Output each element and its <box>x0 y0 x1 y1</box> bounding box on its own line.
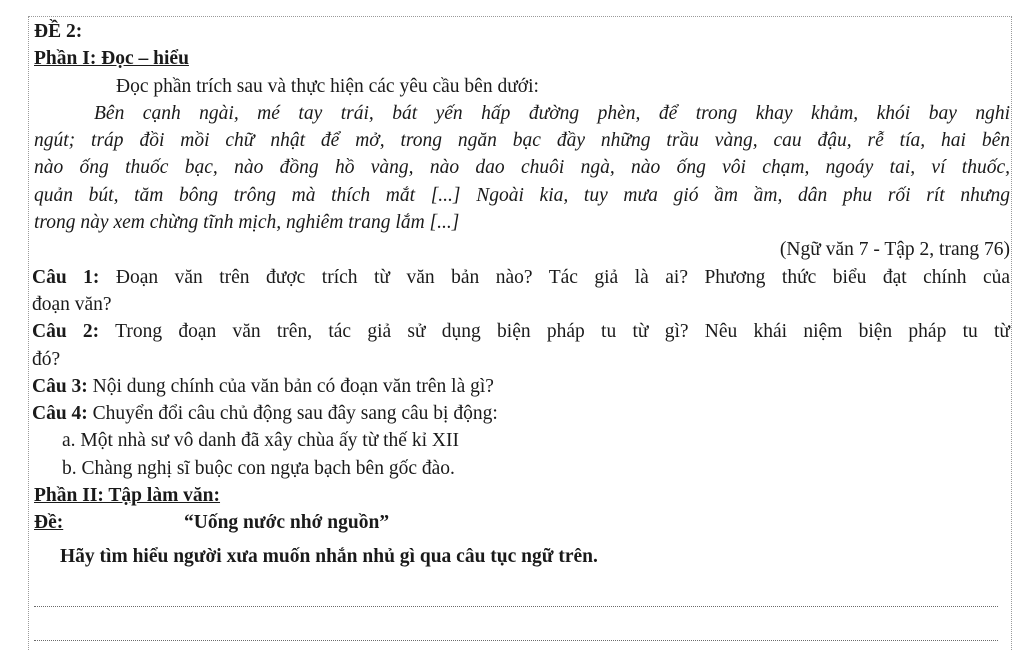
essay-topic-row <box>34 509 1010 536</box>
answer-line <box>34 606 998 607</box>
question-1 <box>32 264 1010 319</box>
question-text: Trong đoạn văn trên, tác giả sử dụng biện pháp tu từ gì? Nêu khái niệm biện pháp tu từ <box>115 321 1010 343</box>
question-label: Câu 4: <box>32 403 88 425</box>
passage-source: (Ngữ văn 7 - Tập 2, trang 76) <box>779 239 1010 261</box>
question-2 <box>32 318 1010 373</box>
question-label: Câu 3: <box>32 375 88 397</box>
essay-prompt: Hãy tìm hiểu người xưa muốn nhắn nhủ gì qua câu tục ngữ trên. <box>60 545 598 567</box>
passage-line: ngút; tráp đồi mồi chữ nhật để mở, trong ngăn bạc đầy những trầu vàng, cau đậu, rễ tía, hai bên <box>34 130 1010 152</box>
passage <box>34 100 1010 236</box>
passage-line: quản bút, tăm bông trông mà thích mắt [...] Ngoài kia, tuy mưa gió ầm ầm, dân phu rối rít nhưng <box>34 184 1010 206</box>
part2-title: Phần II: Tập làm văn: <box>34 485 221 507</box>
part1-instruction: Đọc phần trích sau và thực hiện các yêu cầu bên dưới: <box>116 75 539 97</box>
exam-header: ĐỀ 2: <box>34 21 83 42</box>
passage-line: nào ống thuốc bạc, nào đồng hồ vàng, nào dao chuôi ngà, nào ống vôi chạm, ngoáy tai, ví thuốc, <box>34 157 1010 179</box>
document-content <box>34 18 1010 570</box>
passage-line: trong này xem chừng tĩnh mịch, nghiêm trang lắm [...] <box>34 212 460 234</box>
part1-title: Phần I: Đọc – hiểu <box>34 48 189 70</box>
question-text: đó? <box>32 348 61 370</box>
question-text: Nội dung chính của văn bản có đoạn văn trên là gì? <box>92 375 494 397</box>
question-3 <box>32 373 1010 400</box>
passage-line: Bên cạnh ngài, mé tay trái, bát yến hấp đường phèn, để trong khay khảm, khói bay nghi <box>94 102 1010 124</box>
question-label: Câu 1: <box>32 266 100 288</box>
sub-item-b: b. Chàng nghị sĩ buộc con ngựa bạch bên gốc đào. <box>62 457 455 479</box>
question-text: đoạn văn? <box>32 293 112 315</box>
question-text: Chuyển đổi câu chủ động sau đây sang câu bị động: <box>92 403 498 425</box>
question-4 <box>32 400 1010 427</box>
answer-line <box>34 640 998 641</box>
essay-topic-title: “Uống nước nhớ nguồn” <box>184 512 390 534</box>
essay-topic-label: Đề: <box>34 512 64 534</box>
question-text: Đoạn văn trên được trích từ văn bản nào? Tác giả là ai? Phương thức biểu đạt chính của <box>115 266 1010 288</box>
question-label: Câu 2: <box>32 321 100 343</box>
sub-item-a: a. Một nhà sư vô danh đã xây chùa ấy từ thế kỉ XII <box>62 430 459 452</box>
